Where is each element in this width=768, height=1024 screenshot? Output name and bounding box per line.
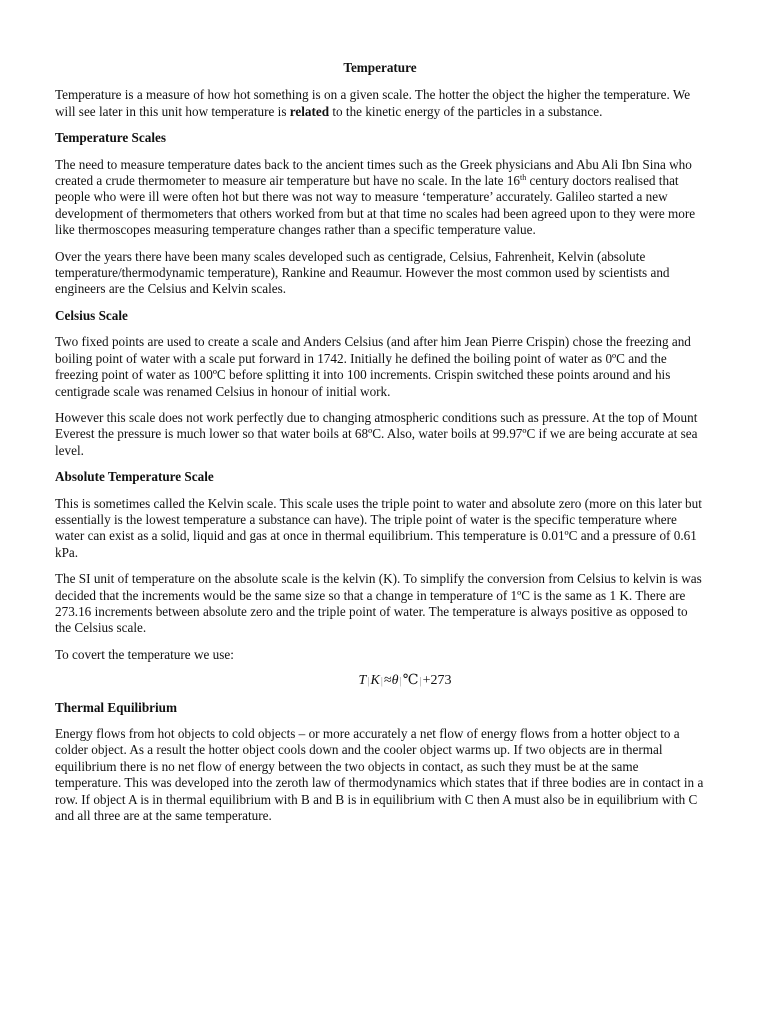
document-title: Temperature <box>343 60 417 75</box>
intro-text-1: Temperature is a measure of how hot something is on a given scale. The hotter the object the higher the temperature. We will see later in this unit how temperature is <box>55 87 691 119</box>
intro-text-2: to the kinetic energy of the particles in a substance. <box>329 103 603 119</box>
conversion-formula: T|K|≈θ|℃|+273 <box>358 673 452 689</box>
formula-plus-273: +273 <box>422 673 452 689</box>
document-page <box>55 60 705 834</box>
formula-approx: ≈ <box>383 673 392 689</box>
heading-absolute-scale: Absolute Temperature Scale <box>55 469 214 485</box>
formula-theta: θ <box>391 673 399 689</box>
celsius-paragraph-2: However this scale does not work perfectly due to changing atmospheric conditions such as pressure. At the top of Mount Everest the pressure is much lower so that water boils at 68ºC. Also, water boils at 99.97ºC if we are being accurate at sea level. <box>55 409 698 458</box>
scales-paragraph-1 <box>55 157 705 239</box>
scales-paragraph-2: Over the years there have been many scales developed such as centigrade, Celsius, Fahrenheit, Kelvin (absolute temperature/thermodynamic temperature), Rankine and Reaumur. However the most common used by scientists and engineers are the Celsius and Kelvin scales. <box>55 248 670 297</box>
formula-T: T <box>358 673 367 689</box>
absolute-paragraph-3: To covert the temperature we use: <box>55 646 234 662</box>
intro-paragraph <box>55 87 705 120</box>
intro-bold-word: related <box>289 103 330 119</box>
scales-p1-text-1: The need to measure temperature dates back to the ancient times such as the Greek physicians and Abu Ali Ibn Sina who created a crude thermometer to measure air temperature but have no scale. In the late 16 <box>55 156 692 189</box>
heading-celsius-scale: Celsius Scale <box>55 307 128 323</box>
celsius-paragraph-1: Two fixed points are used to create a scale and Anders Celsius (and after him Jean Pierre Crispin) chose the freezing and boiling point of water with a scale put forward in 1742. Initially he defined the boiling point of water as 0ºC and the freezing point of water as 100ºC before splitting it into 100 increments. Crispin switched these points around and his centigrade scale was renamed Celsius in honour of initial work. <box>55 334 691 399</box>
heading-temperature-scales: Temperature Scales <box>55 130 166 146</box>
absolute-paragraph-1: This is sometimes called the Kelvin scale. This scale uses the triple point to water and absolute zero (more on this later but essentially is the lowest temperature a substance can have). The triple point of water is the specific temperature where water can exist as a solid, liquid and gas at once in thermal equilibrium. This temperature is 0.01ºC and a pressure of 0.61 kPa. <box>55 495 702 560</box>
scales-p1-text-2: century doctors realised that people who were ill were often hot but there was not way to measure ‘temperature’ accurately. Galileo started a new development of thermometers that others worked from but at that time no scales had been agreed upon to they were more like thermoscopes measuring temperature changes rather than a specific temperature value. <box>55 173 696 238</box>
formula-degc: ℃ <box>402 673 419 689</box>
formula-K: K <box>370 673 380 689</box>
heading-thermal-equilibrium: Thermal Equilibrium <box>55 699 178 715</box>
scales-p1-superscript: th <box>520 173 527 183</box>
equilibrium-paragraph-1: Energy flows from hot objects to cold objects – or more accurately a net flow of energy flows from a hotter object to a colder object. As a result the hotter object cools down and the cooler object warms up. If two objects are in thermal equilibrium there is no net flow of energy between the two objects in contact, as such they must be at the same temperature. This was developed into the zeroth law of thermodynamics which states that if three bodies are in contact in a row. If object A is in thermal equilibrium with B and B is in equilibrium with C then A must also be in equilibrium with C and all three are at the same temperature. <box>55 726 704 824</box>
absolute-paragraph-2: The SI unit of temperature on the absolute scale is the kelvin (K). To simplify the conversion from Celsius to kelvin is was decided that the increments would be the same size so that a change in temperature of 1ºC is the same as 1 K. There are 273.16 increments between absolute zero and the triple point of water. The temperature is always positive as opposed to the Celsius scale. <box>55 571 702 636</box>
